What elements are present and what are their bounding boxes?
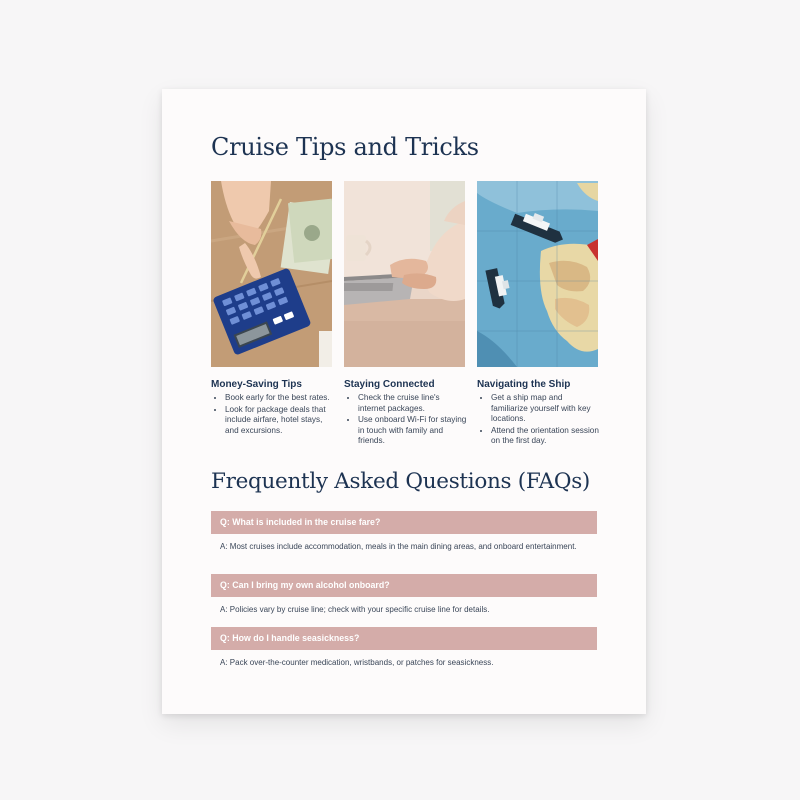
staying-connected-section (344, 379, 468, 448)
faq-question: Q: Can I bring my own alcohol onboard? (211, 574, 597, 597)
bullet-item: • Get a ship map and familiarize yourself with key locations. (491, 393, 601, 425)
bullet-item: • Attend the orientation session on the first day. (491, 426, 601, 447)
bullet-item: • Look for package deals that include airfare, hotel stays, and excursions. (225, 405, 335, 437)
calculator-money-photo (211, 181, 332, 367)
document-page (162, 89, 646, 714)
bullet-list (477, 393, 601, 447)
bullet-item: • Use onboard Wi-Fi for staying in touch with family and friends. (358, 415, 468, 447)
faq-item (211, 511, 597, 553)
bullet-item: • Book early for the best rates. (225, 393, 335, 404)
faq-answer: A: Most cruises include accommodation, meals in the main dining areas, and onboard entertainment. (220, 542, 577, 551)
money-saving-section (211, 379, 335, 437)
navigating-ship-section (477, 379, 601, 448)
page-title: Cruise Tips and Tricks (211, 133, 479, 161)
map-boats-photo (477, 181, 598, 367)
bullet-list (344, 393, 468, 447)
faq-question: Q: How do I handle seasickness? (211, 627, 597, 650)
faq-answer: A: Policies vary by cruise line; check with your specific cruise line for details. (220, 605, 490, 614)
faq-question: Q: What is included in the cruise fare? (211, 511, 597, 534)
faq-answer: A: Pack over-the-counter medication, wristbands, or patches for seasickness. (220, 658, 494, 667)
faq-title: Frequently Asked Questions (FAQs) (211, 469, 591, 494)
section-heading: Money-Saving Tips (211, 379, 302, 390)
laptop-typing-image (344, 181, 465, 367)
section-heading: Staying Connected (344, 379, 435, 390)
section-heading: Navigating the Ship (477, 379, 571, 390)
calculator-money-image (211, 181, 332, 367)
bullet-list (211, 393, 335, 436)
map-boats-image (477, 181, 598, 367)
bullet-item: • Check the cruise line's internet packages. (358, 393, 468, 414)
faq-item (211, 627, 597, 669)
faq-item (211, 574, 597, 616)
laptop-typing-photo (344, 181, 465, 367)
